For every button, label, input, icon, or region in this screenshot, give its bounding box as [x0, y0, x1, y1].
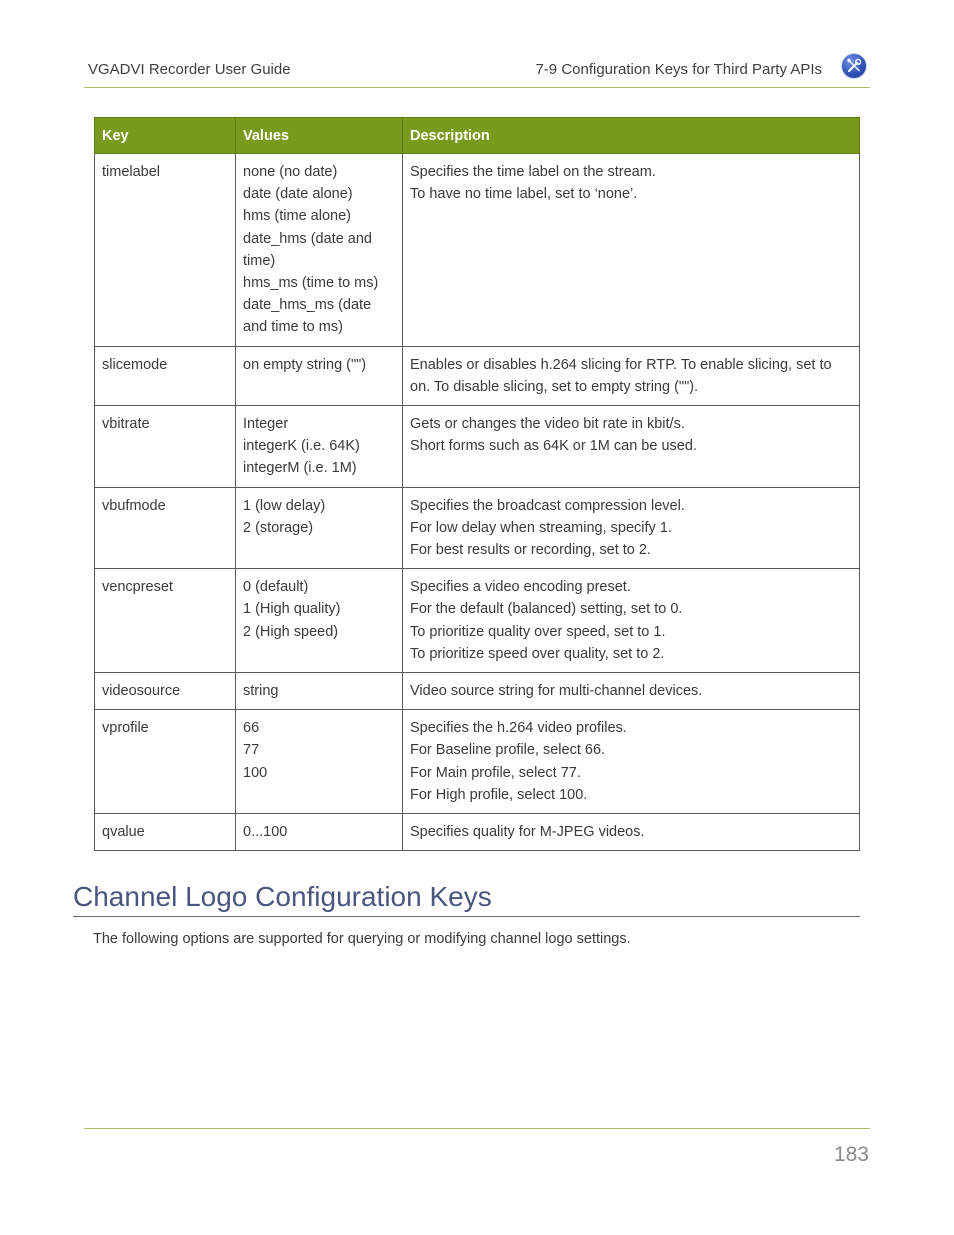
description-line: For best results or recording, set to 2. [410, 542, 651, 559]
description-cell [403, 406, 860, 488]
description-line: For Baseline profile, select 66. [410, 742, 606, 759]
table-row [95, 487, 860, 569]
column-header-key: Key [95, 118, 236, 154]
description-line: For the default (balanced) setting, set to 0. [410, 601, 683, 618]
values-cell [236, 673, 403, 710]
values-cell [236, 154, 403, 347]
value-line: 100 [243, 764, 268, 781]
value-line: time) [243, 252, 276, 269]
description-cell [403, 673, 860, 710]
description-cell [403, 346, 860, 405]
values-cell [236, 346, 403, 405]
values-cell [236, 487, 403, 569]
table-header-row [95, 118, 860, 154]
section-title: Channel Logo Configuration Keys [73, 881, 860, 917]
key-cell: vencpreset [95, 569, 236, 673]
table-row [95, 814, 860, 851]
key-cell: timelabel [95, 154, 236, 347]
description-line: To have no time label, set to ‘none’. [410, 186, 638, 203]
configuration-keys-table [94, 117, 860, 851]
description-line: Specifies the broadcast compression level. [410, 497, 685, 514]
value-line: and time to ms) [243, 319, 343, 336]
page-header [84, 56, 870, 88]
description-line: Specifies the h.264 video profiles. [410, 720, 627, 737]
values-cell [236, 710, 403, 814]
value-line: date (date alone) [243, 186, 353, 203]
key-cell: vbufmode [95, 487, 236, 569]
description-cell [403, 710, 860, 814]
key-cell: videosource [95, 673, 236, 710]
description-line: To prioritize quality over speed, set to 1. [410, 623, 666, 640]
description-line: Specifies a video encoding preset. [410, 579, 631, 596]
section-intro: The following options are supported for querying or modifying channel logo settings. [93, 931, 631, 947]
value-line: none (no date) [243, 164, 338, 180]
value-line: 66 [243, 720, 260, 737]
table-row [95, 346, 860, 405]
value-line: string [243, 683, 279, 700]
description-line: For low delay when streaming, specify 1. [410, 519, 672, 536]
description-line: Gets or changes the video bit rate in kbit/s. [410, 416, 685, 433]
value-line: integerK (i.e. 64K) [243, 438, 360, 455]
table-row [95, 154, 860, 347]
description-line: Video source string for multi-channel devices. [410, 683, 703, 700]
value-line: 1 (low delay) [243, 497, 326, 514]
value-line: hms (time alone) [243, 208, 351, 225]
table-body [95, 154, 860, 851]
value-line: 0 (default) [243, 579, 309, 596]
description-line: Specifies the time label on the stream. [410, 164, 656, 180]
values-cell [236, 814, 403, 851]
page-number: 183 [833, 1143, 869, 1166]
value-line: 2 (storage) [243, 519, 314, 536]
key-cell: vprofile [95, 710, 236, 814]
value-line: hms_ms (time to ms) [243, 275, 379, 292]
key-cell: vbitrate [95, 406, 236, 488]
value-line: 1 (High quality) [243, 601, 341, 618]
value-line: Integer [243, 416, 289, 433]
chapter-title: 7-9 Configuration Keys for Third Party APIs [535, 61, 822, 78]
column-header-description: Description [403, 118, 860, 154]
key-cell: slicemode [95, 346, 236, 405]
value-line: on empty string ("") [243, 356, 367, 373]
description-line: To prioritize speed over quality, set to 2. [410, 645, 665, 662]
description-line: Specifies quality for M-JPEG videos. [410, 824, 645, 841]
document-title: VGADVI Recorder User Guide [88, 61, 291, 78]
description-line: For High profile, select 100. [410, 786, 588, 803]
table-row [95, 673, 860, 710]
value-line: 77 [243, 742, 260, 759]
description-line: Short forms such as 64K or 1M can be used. [410, 438, 697, 455]
value-line: 2 (High speed) [243, 623, 339, 640]
footer-rule [84, 1128, 870, 1129]
description-cell [403, 569, 860, 673]
value-line: integerM (i.e. 1M) [243, 460, 357, 477]
description-cell [403, 814, 860, 851]
value-line: 0...100 [243, 824, 288, 841]
values-cell [236, 406, 403, 488]
key-cell: qvalue [95, 814, 236, 851]
description-line: Enables or disables h.264 slicing for RTP. To enable slicing, set to [410, 356, 832, 373]
description-line: For Main profile, select 77. [410, 764, 581, 781]
tools-icon [842, 54, 866, 78]
values-cell [236, 569, 403, 673]
description-line: on. To disable slicing, set to empty string (""). [410, 378, 699, 395]
value-line: date_hms_ms (date [243, 297, 372, 314]
value-line: date_hms (date and [243, 230, 372, 247]
table-row [95, 710, 860, 814]
description-cell [403, 487, 860, 569]
table-row [95, 406, 860, 488]
description-cell [403, 154, 860, 347]
column-header-values: Values [236, 118, 403, 154]
table-row [95, 569, 860, 673]
